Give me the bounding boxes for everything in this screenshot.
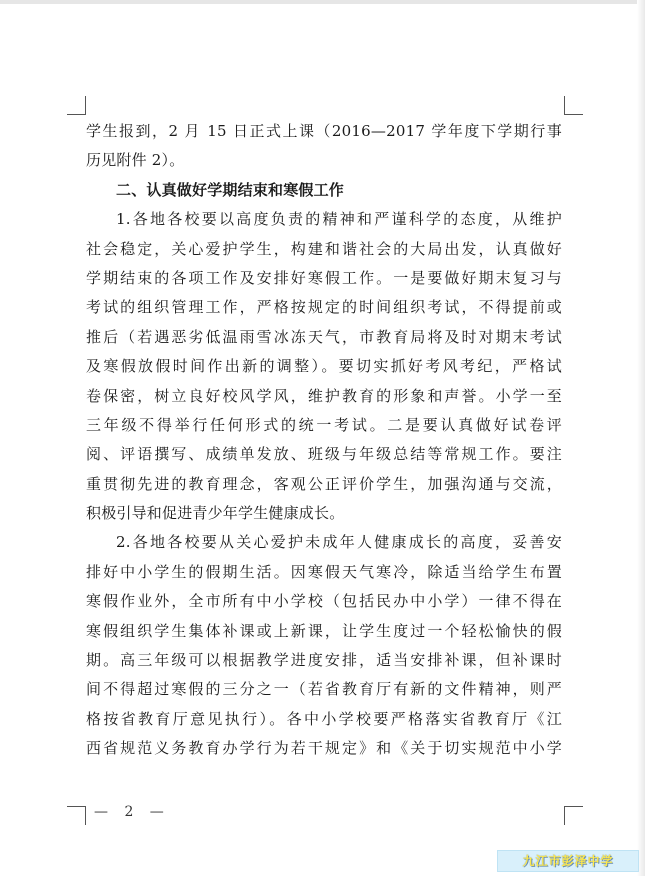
- text-line: 考试的组织管理工作，严格按规定的时间组织考试，不得提前或: [86, 298, 562, 317]
- text-line: 1.各地各校要以高度负责的精神和严谨科学的态度，从维护: [116, 210, 562, 229]
- watermark-badge: 九江市彭泽中学: [497, 850, 639, 872]
- text-line: 三年级不得举行任何形式的统一考试。二是要认真做好试卷评: [86, 415, 562, 434]
- text-line: 阅、评语撰写、成绩单发放、班级与年级总结等常规工作。要注: [86, 445, 562, 464]
- text-line: 历见附件 2）。: [86, 151, 185, 170]
- text-line: 学生报到，2 月 15 日正式上课（2016—2017 学年度下学期行事: [86, 122, 562, 140]
- margin-corner-bottom-left: [67, 806, 86, 825]
- page-number: — 2 —: [94, 804, 170, 820]
- section-heading: 二、认真做好学期结束和寒假工作: [116, 180, 345, 199]
- text-line: 寒假组织学生集体补课或上新课，让学生度过一个轻松愉快的假: [86, 621, 562, 640]
- page-border-right: [637, 0, 645, 876]
- text-line: 推后（若遇恶劣低温雨雪冰冻天气，市教育局将及时对期末考试: [86, 327, 562, 346]
- text-line: 积极引导和促进青少年学生健康成长。: [86, 504, 345, 523]
- text-line: 西省规范义务教育办学行为若干规定》和《关于切实规范中小学: [86, 739, 562, 758]
- text-line: 排好中小学生的假期生活。因寒假天气寒冷，除适当给学生布置: [86, 562, 562, 581]
- text-line: 社会稳定，关心爱护学生，构建和谐社会的大局出发，认真做好: [86, 239, 562, 258]
- page-border-top: [0, 0, 645, 4]
- text-line: 卷保密，树立良好校风学风，维护教育的形象和声誉。小学一至: [86, 386, 562, 405]
- text-line: 期。高三年级可以根据教学进度安排，适当安排补课，但补课时: [86, 651, 562, 670]
- text-line: 重贯彻先进的教育理念，客观公正评价学生，加强沟通与交流，: [86, 474, 562, 493]
- text-line: 间不得超过寒假的三分之一（若省教育厅有新的文件精神，则严: [86, 680, 562, 699]
- margin-corner-bottom-right: [564, 806, 583, 825]
- margin-corner-top-left: [67, 96, 86, 115]
- text-line: 学期结束的各项工作及安排好寒假工作。一是要做好期末复习与: [86, 268, 562, 287]
- document-body: [86, 117, 562, 764]
- text-line: 寒假作业外，全市所有中小学校（包括民办中小学）一律不得在: [86, 592, 562, 611]
- text-line: 格按省教育厅意见执行）。各中小学校要严格落实省教育厅《江: [86, 709, 562, 728]
- text-line: 2.各地各校要从关心爱护未成年人健康成长的高度，妥善安: [116, 533, 562, 552]
- margin-corner-top-right: [564, 96, 583, 115]
- text-line: 及寒假放假时间作出新的调整）。要切实抓好考风考纪，严格试: [86, 357, 562, 376]
